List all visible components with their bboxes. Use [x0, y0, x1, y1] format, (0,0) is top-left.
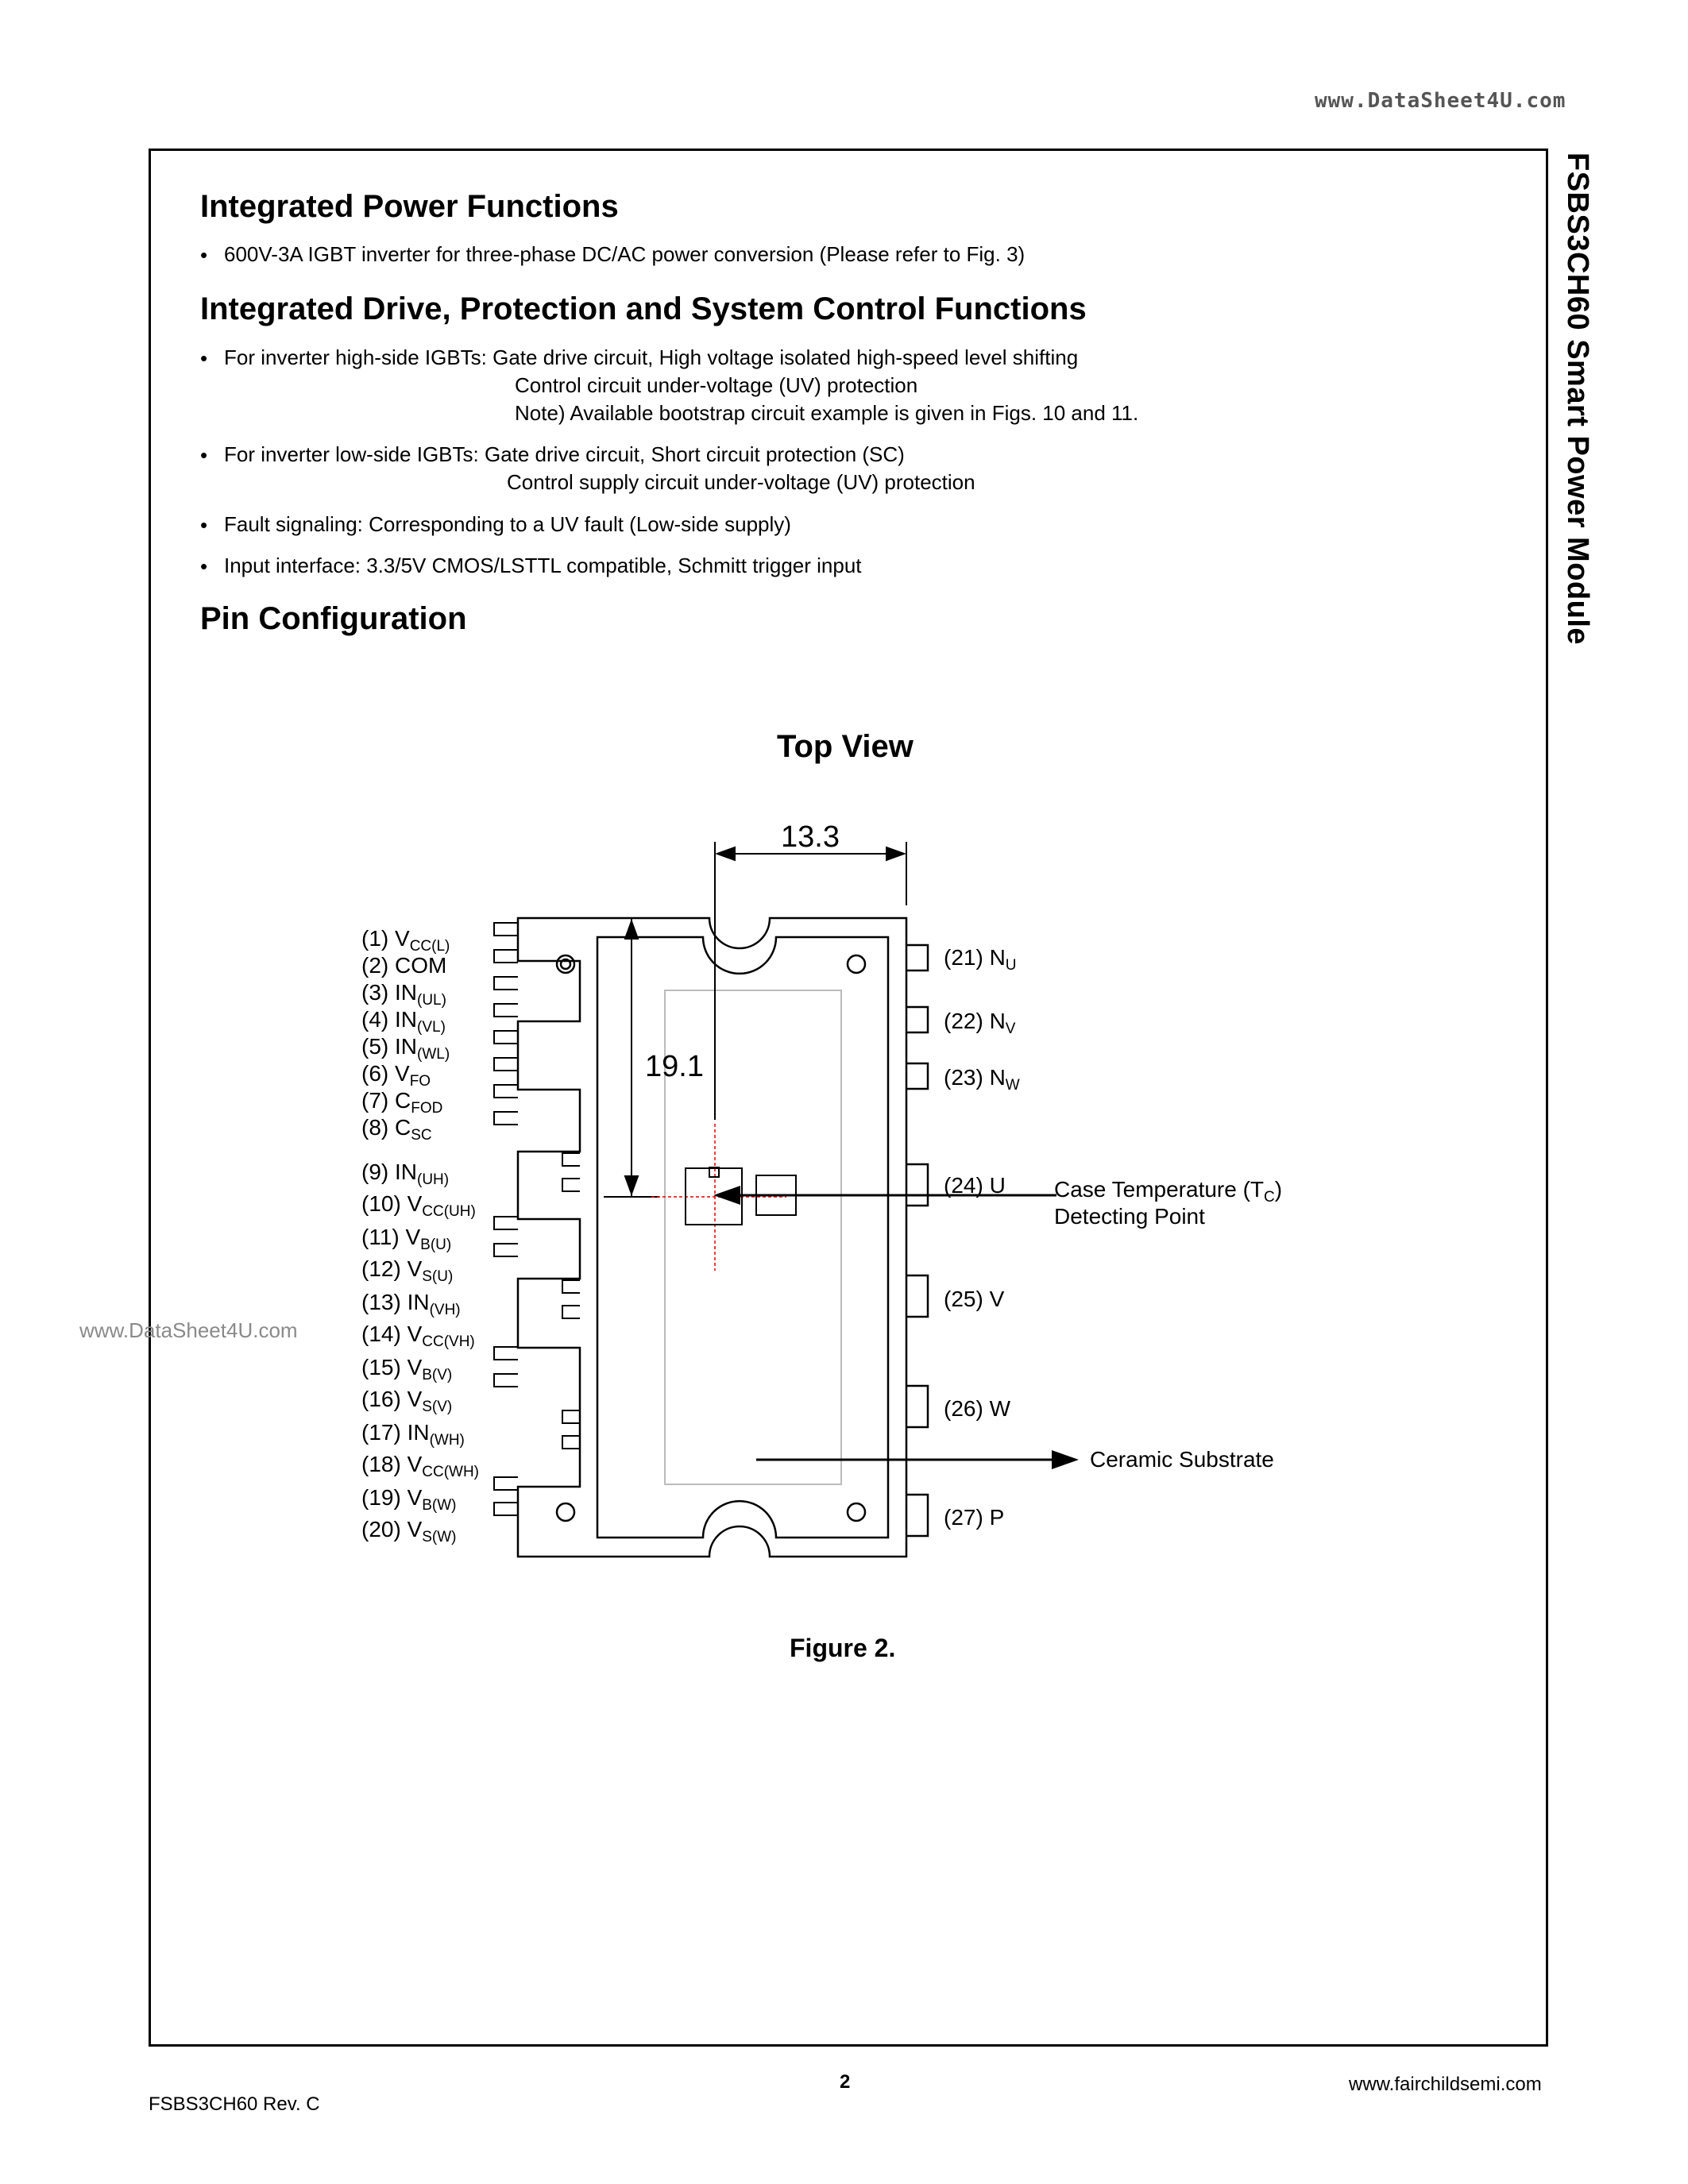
left-pin-label: (7) $C_{FOD}$ [361, 1088, 443, 1117]
header-watermark: www.DataSheet4U.com [1315, 89, 1566, 113]
mount-hole [557, 1503, 574, 1521]
left-pin-label: (3) $IN_{(UL)}$ [361, 980, 446, 1009]
footer-url[interactable]: www.fairchildsemi.com [1349, 2074, 1542, 2095]
drive-item-4: Input interface: 3.3/5V CMOS/LSTTL compatible, Schmitt trigger input [224, 554, 862, 577]
left-pin-stub [562, 1436, 580, 1449]
left-pin-stub [494, 1058, 518, 1071]
right-pin-label: (27) P [944, 1505, 1005, 1530]
bullet-dot: • [200, 513, 208, 537]
power-bullet-text: 600V-3A IGBT inverter for three-phase DC/AC power conversion (Please refer to Fig. 3) [224, 242, 1026, 266]
right-pin-tab [906, 1386, 928, 1427]
left-pin-label: (6) $V_{FO}$ [361, 1061, 431, 1090]
left-pin-stub [494, 1244, 518, 1256]
left-pin-label: (16) $V_{S(V)}$ [361, 1387, 453, 1415]
mount-hole [557, 955, 574, 973]
drive-item-1-line-2: Control circuit under-voltage (UV) protection [515, 373, 918, 397]
case-temperature-label: Case Temperature $(T_C)$ [1054, 1177, 1283, 1206]
left-pin-stub [494, 1085, 518, 1098]
right-pin-tab [906, 1495, 928, 1536]
heading-pin-configuration: Pin Configuration [200, 601, 467, 636]
left-pin-stub [494, 977, 518, 990]
side-title: FSBS3CH60 Smart Power Module [1561, 152, 1594, 646]
left-pin-stub [562, 1410, 580, 1423]
left-pin-stub [494, 1217, 518, 1229]
heading-drive-functions: Integrated Drive, Protection and System Control Functions [200, 291, 1087, 326]
mount-hole [848, 955, 865, 973]
left-pin-label: (10) $V_{CC(UH)}$ [361, 1191, 476, 1220]
right-pin-tab [906, 1063, 928, 1089]
ceramic-substrate-label: Ceramic Substrate [1090, 1447, 1274, 1472]
left-pin-stub [562, 1280, 580, 1293]
dimension-width-label: 13.3 [781, 820, 840, 854]
left-pin-stub [494, 1112, 518, 1125]
left-pin-label: (1) $V_{CC(L)}$ [361, 926, 450, 955]
detecting-point-label: Detecting Point [1054, 1204, 1205, 1229]
side-watermark: www.DataSheet4U.com [79, 1318, 298, 1342]
left-pin-stub [494, 1347, 518, 1360]
right-pin-tab [906, 1275, 928, 1317]
left-pin-label: (12) $V_{S(U)}$ [361, 1256, 454, 1285]
right-pin-tab [906, 1164, 928, 1206]
left-pin-stub [562, 1306, 580, 1318]
page-number: 2 [840, 2071, 851, 2093]
left-pin-label: (19) $V_{B(W)}$ [361, 1485, 457, 1514]
left-pin-stub [494, 1477, 518, 1490]
drive-item-2-line-1: For inverter low-side IGBTs: Gate drive circuit, Short circuit protection (SC) [224, 442, 905, 466]
drive-item-2-line-2: Control supply circuit under-voltage (UV) protection [507, 470, 975, 494]
figure-title: Top View [777, 729, 914, 764]
drive-item-3: Fault signaling: Corresponding to a UV fault (Low-side supply) [224, 512, 791, 536]
bullet-dot: • [200, 243, 208, 267]
left-pin-stub [494, 1004, 518, 1017]
right-pin-label: (23) $N_W$ [944, 1065, 1020, 1094]
left-pin-label: (11) $V_{B(U)}$ [361, 1225, 452, 1253]
left-pin-label: (15) $V_{B(V)}$ [361, 1355, 453, 1383]
package-inner-frame [597, 937, 888, 1538]
dimension-height-label: 19.1 [645, 1050, 704, 1083]
drive-item-1-line-3: Note) Available bootstrap circuit example is given in Figs. 10 and 11. [515, 401, 1139, 425]
right-pin-label: (25) V [944, 1287, 1005, 1311]
left-pin-label: (20) $V_{S(W)}$ [361, 1517, 457, 1545]
right-pin-label: (24) U [944, 1173, 1006, 1198]
left-pin-label: (18) $V_{CC(WH)}$ [361, 1452, 480, 1480]
left-pin-label: (17) $IN_{(WH)}$ [361, 1420, 465, 1449]
drive-item-1-line-1: For inverter high-side IGBTs: Gate drive circuit, High voltage isolated high-speed level shifting [224, 345, 1079, 369]
left-pin-label: (9) $IN_{(UH)}$ [361, 1160, 450, 1188]
mount-hole [848, 1503, 865, 1521]
bullet-dot: • [200, 554, 208, 578]
left-pin-stub [494, 1031, 518, 1044]
left-pin-stub [562, 1153, 580, 1166]
left-pin-stub [494, 923, 518, 936]
left-pin-stub [562, 1179, 580, 1191]
right-pin-label: (22) $N_V$ [944, 1009, 1016, 1037]
right-pin-tab [906, 945, 928, 970]
left-pin-stub [494, 950, 518, 963]
footer-doc-id: FSBS3CH60 Rev. C [149, 2093, 320, 2115]
figure-caption: Figure 2. [790, 1634, 896, 1662]
right-pin-label: (21) $N_U$ [944, 945, 1017, 974]
bullet-dot: • [200, 443, 208, 467]
left-pin-label: (5) $IN_{(WL)}$ [361, 1034, 450, 1063]
left-pin-label: (14) $V_{CC(VH)}$ [361, 1322, 475, 1350]
left-pin-stub [494, 1503, 518, 1515]
left-pin-label: (4) $IN_{(VL)}$ [361, 1007, 446, 1036]
right-pin-label: (26) W [944, 1396, 1010, 1421]
left-pin-label: (2) COM [361, 953, 447, 978]
right-pin-tab [906, 1007, 928, 1032]
left-pin-stub [494, 1374, 518, 1387]
bullet-dot: • [200, 346, 208, 370]
left-pin-label: (13) $IN_{(VH)}$ [361, 1290, 461, 1318]
left-pin-label: (8) $C_{SC}$ [361, 1115, 432, 1144]
heading-power-functions: Integrated Power Functions [200, 189, 619, 224]
